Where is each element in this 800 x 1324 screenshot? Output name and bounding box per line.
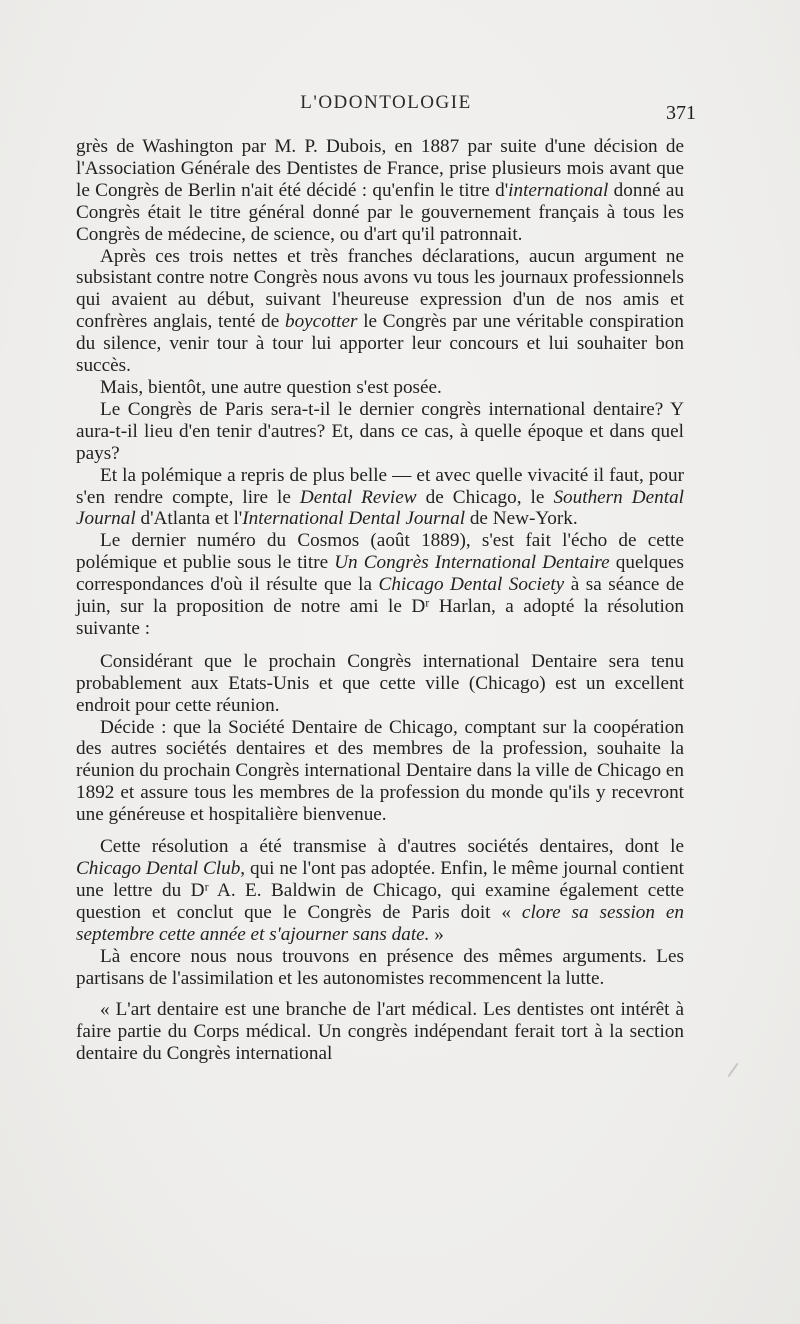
journal-title: Dental Review (299, 486, 417, 508)
paragraph-9 (76, 836, 684, 946)
text-run: grès de Washington par M. P. Dubois, en 1887 par suite d'une décision de l'Association Générale des Dentistes de France, prise plusieurs mois avant que le Congrès de Berlin n'ait été décidé : qu'enfin le titre d' (76, 136, 684, 201)
text-run: de Chicago, le (416, 486, 554, 508)
italic-term: boycotter (284, 311, 358, 333)
text-run: le Congrès par une véritable conspiration du silence, venir tour à tour lui apporter leur concours et lui souhaiter bon succès. (76, 311, 684, 377)
paragraph-6 (76, 530, 684, 640)
running-head: L'ODONTOLOGIE (300, 92, 472, 113)
page-number: 371 (666, 102, 696, 124)
paragraph-2 (76, 246, 684, 377)
text-run: de New-York. (465, 508, 578, 530)
society-name: Chicago Dental Society (378, 574, 565, 596)
quoted-conclusion: clore sa session en septembre cette année et s'ajourner sans date. (76, 901, 684, 945)
text-run: d'Atlanta et l' (135, 508, 243, 530)
club-name: Chicago Dental Club (76, 858, 241, 879)
italic-term: international (508, 179, 609, 201)
text-run: » (429, 923, 444, 945)
text-run: Après ces trois nettes et très franches déclarations, aucun argument ne subsistant contre notre Congrès nous avons vu tous les journaux professionnels qui avaient au début, suivant l'heureuse expression d'un de nos amis et confrères anglais, tenté de (76, 245, 684, 333)
paragraph-4: Le Congrès de Paris sera-t-il le dernier congrès international dentaire? Y aura-t-il lieu d'en tenir d'autres? Et, dans ce cas, à quelle époque et dans quel pays? (76, 398, 684, 464)
resolution-decide: Décide : que la Société Dentaire de Chicago, comptant sur la coopération des autres sociétés dentaires et des membres de la profession, souhaite la réunion du prochain Congrès international Dentaire dans la ville de Chicago en 1892 et assure tous les membres de la profession du monde qu'ils y recevront une généreuse et hospitalière bienvenue. (76, 716, 684, 826)
paragraph-11: « L'art dentaire est une branche de l'art médical. Les dentistes ont intérêt à faire partie du Corps médical. Un congrès indépendant ferait tort à la section dentaire du Congrès international (76, 999, 684, 1065)
stray-ink-mark (728, 1063, 739, 1077)
text-run: Cette résolution a été transmise à d'autres sociétés dentaires, dont le (100, 836, 684, 858)
paragraph-3: Mais, bientôt, une autre question s'est posée. (100, 376, 442, 398)
text-run: donné au Congrès était le titre général donné par le gouvernement français à tous les Congrès de médecine, de science, ou d'art qu'il patronnait. (76, 179, 684, 245)
paragraph-1 (76, 136, 684, 246)
article-title: Un Congrès International Dentaire (334, 552, 610, 574)
text-run: Et la polémique a repris de plus belle — et avec quelle vivacité il faut, pour s'en rendre compte, lire le (76, 464, 684, 508)
text-run: à sa séance de juin, sur la proposition de notre ami le Dʳ Harlan, a adopté la résolution suivante : (76, 574, 684, 639)
page-header (76, 92, 696, 122)
paragraph-5 (76, 465, 684, 531)
text-run: Le dernier numéro du Cosmos (août 1889), s'est fait l'écho de cette polémique et publie sous le titre (76, 530, 684, 574)
text-run: , qui ne l'ont pas adoptée. Enfin, le même journal contient une lettre du Dʳ A. E. Baldwin de Chicago, qui examine également cette question et conclut que le Congrès de Paris doit « (76, 858, 685, 923)
text-run: quelques correspondances d'où il résulte que la (76, 552, 684, 596)
body-text (76, 136, 684, 1065)
journal-title: Southern Dental Journal (76, 486, 684, 530)
journal-title: International Dental Journal (242, 508, 466, 530)
paragraph-10: Là encore nous nous trouvons en présence des mêmes arguments. Les partisans de l'assimilation et les autonomistes recommencent la lutte. (76, 945, 684, 989)
resolution-considerant: Considérant que le prochain Congrès international Dentaire sera tenu probablement aux Etats-Unis et que cette ville (Chicago) est un excellent endroit pour cette réunion. (76, 650, 684, 716)
